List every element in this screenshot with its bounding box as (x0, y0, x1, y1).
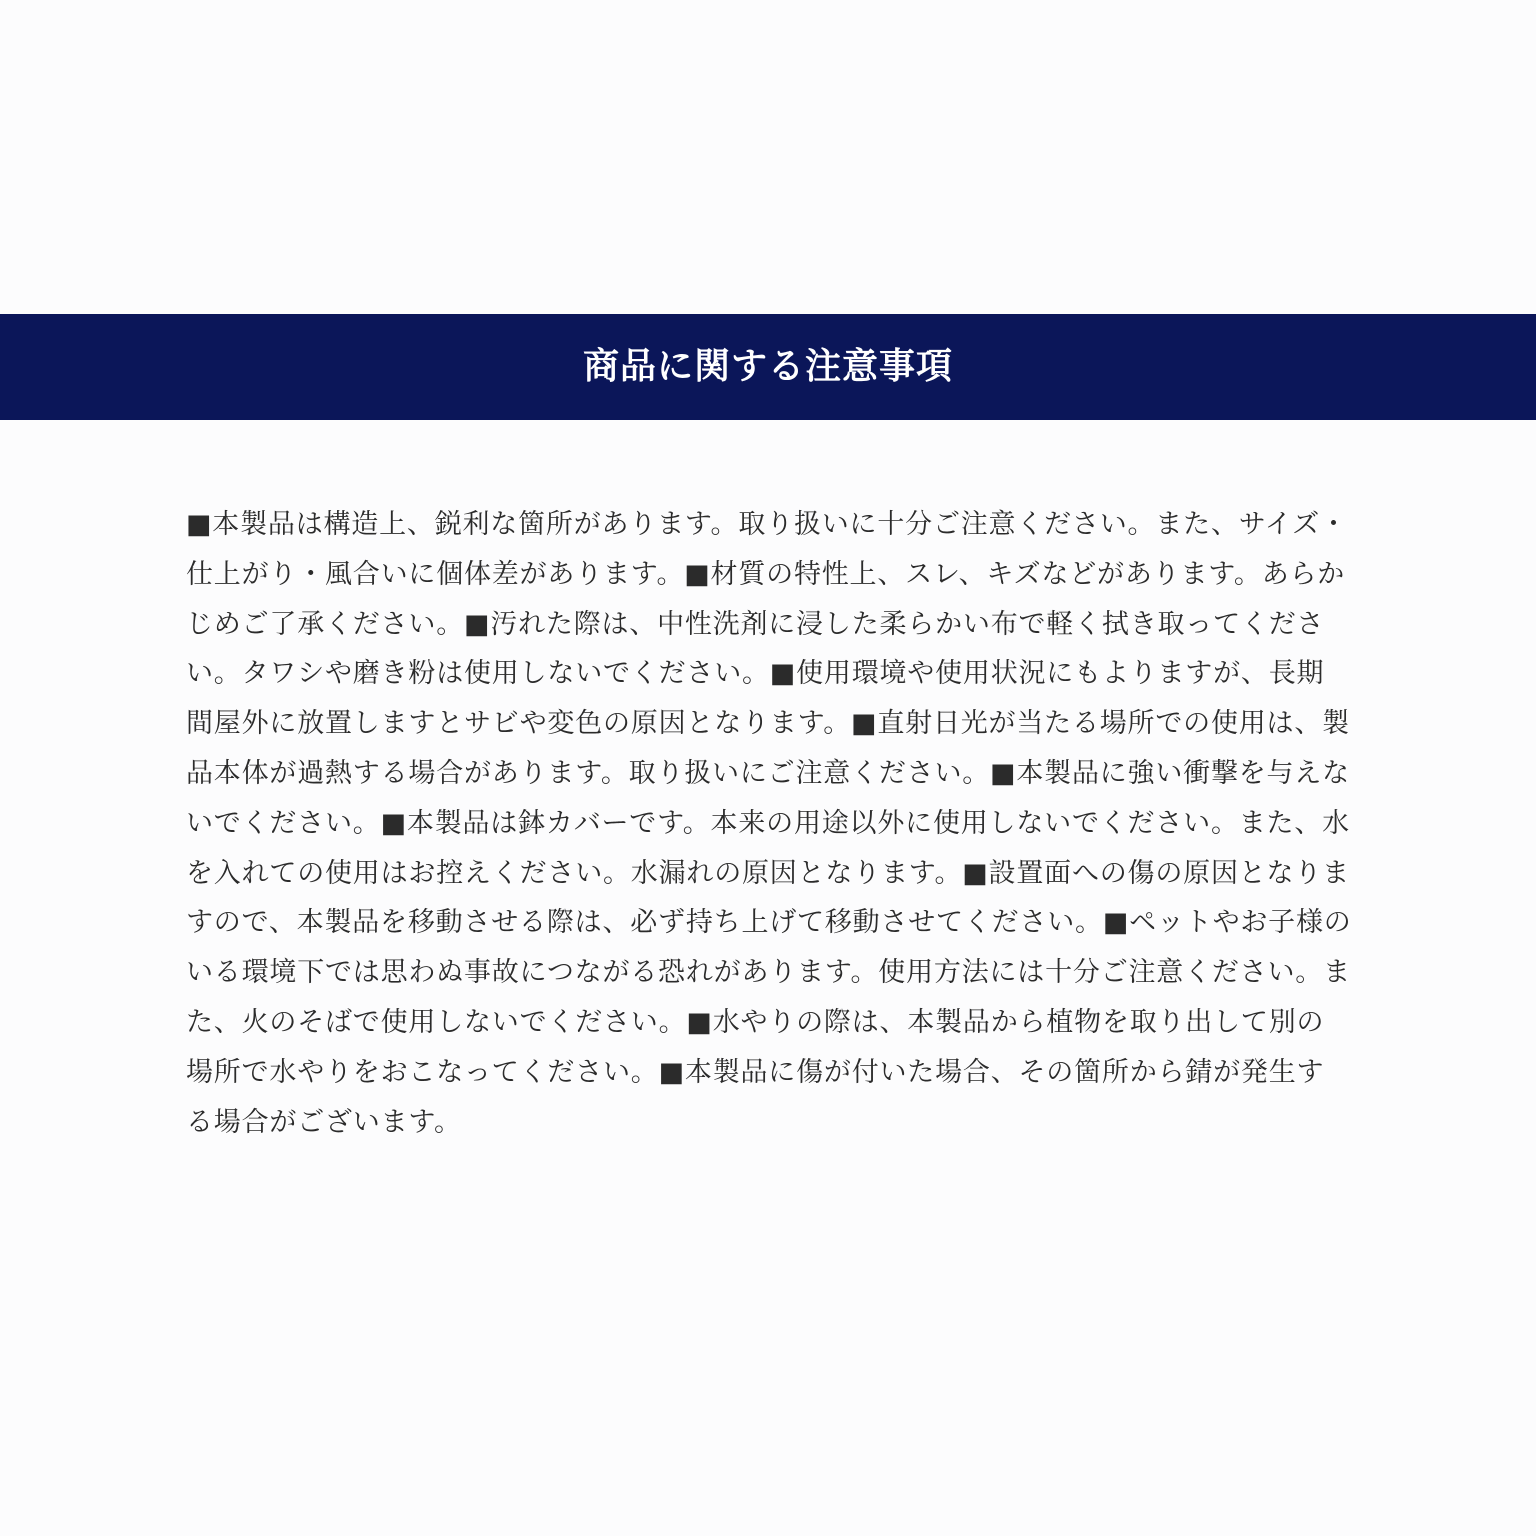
title-banner (0, 314, 1536, 420)
notice-text: ■本製品は構造上、鋭利な箇所があります。取り扱いに十分ご注意ください。また、サイズ・仕上がり・風合いに個体差があります。■材質の特性上、スレ、キズなどがあります。あらかじめご了承ください。■汚れた際は、中性洗剤に浸した柔らかい布で軽く拭き取ってください。タワシや磨き粉は使用しないでください。■使用環境や使用状況にもよりますが、長期間屋外に放置しますとサビや変色の原因となります。■直射日光が当たる場所での使用は、製品本体が過熱する場合があります。取り扱いにご注意ください。■本製品に強い衝撃を与えないでください。■本製品は鉢カバーです。本来の用途以外に使用しないでください。また、水を入れての使用はお控えください。水漏れの原因となります。■設置面への傷の原因となりますので、本製品を移動させる際は、必ず持ち上げて移動させてください。■ペットやお子様のいる環境下では思わぬ事故につながる恐れがあります。使用方法には十分ご注意ください。また、火のそばで使用しないでください。■水やりの際は、本製品から植物を取り出して別の場所で水やりをおこなってください。■本製品に傷が付いた場合、その箇所から錆が発生する場合がございます。 (186, 509, 1352, 1138)
page-title: 商品に関する注意事項 (582, 346, 953, 387)
